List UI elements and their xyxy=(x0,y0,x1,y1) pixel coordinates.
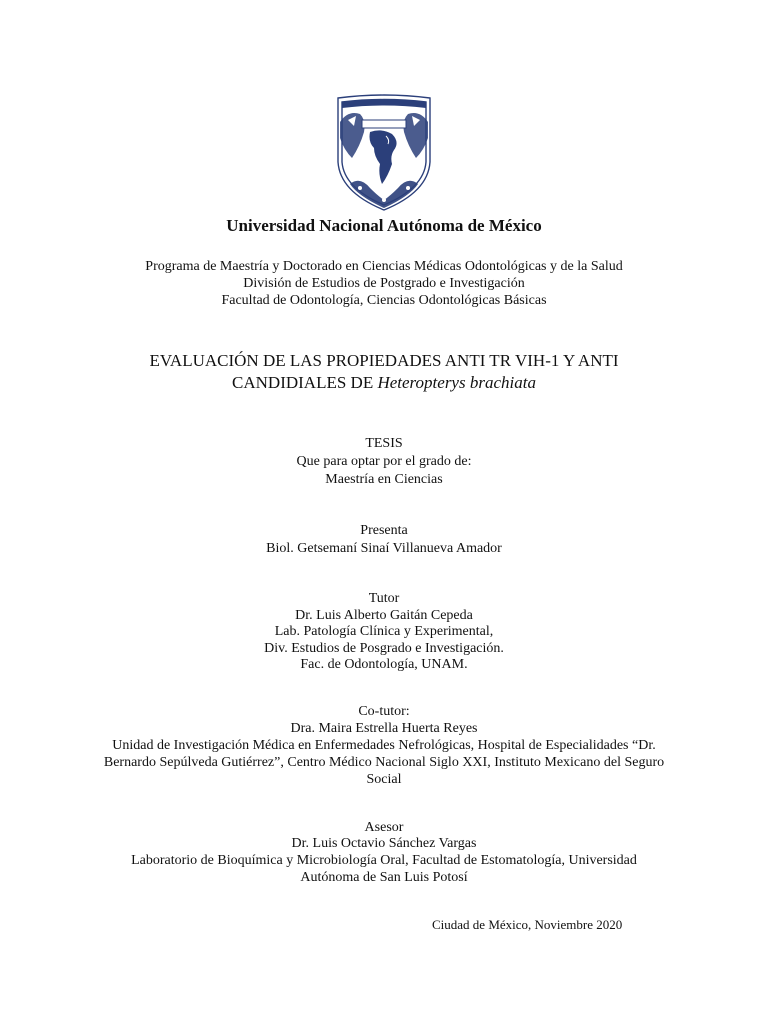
advisor-line-3: Autónoma de San Luis Potosí xyxy=(300,870,468,885)
tutor-line-2: Lab. Patología Clínica y Experimental, xyxy=(274,624,494,639)
tutor-line-4: Fac. de Odontología, UNAM. xyxy=(300,657,468,672)
thesis-title-line-1: EVALUACIÓN DE LAS PROPIEDADES ANTI TR VIH-1 Y ANTI xyxy=(149,351,619,370)
tutor-name: Dr. Luis Alberto Gaitán Cepeda xyxy=(295,608,473,623)
advisor-label: Asesor xyxy=(364,820,404,835)
program-line-2: División de Estudios de Postgrado e Investigación xyxy=(243,276,525,291)
program-line-3: Facultad de Odontología, Ciencias Odontológicas Básicas xyxy=(221,293,547,308)
cotutor-line-3: Bernardo Sepúlveda Gutiérrez”, Centro Médico Nacional Siglo XXI, Instituto Mexicano del Seguro xyxy=(103,755,665,770)
cotutor-name: Dra. Maira Estrella Huerta Reyes xyxy=(290,721,478,736)
cotutor-label: Co-tutor: xyxy=(358,704,410,719)
degree-line-2: Que para optar por el grado de: xyxy=(296,454,472,469)
presenter-name: Biol. Getsemaní Sinaí Villanueva Amador xyxy=(266,541,502,556)
place-date: Ciudad de México, Noviembre 2020 xyxy=(432,917,623,932)
species-name: Heteropterys brachiata xyxy=(377,373,536,392)
degree-label: TESIS xyxy=(365,436,403,451)
advisor-name: Dr. Luis Octavio Sánchez Vargas xyxy=(291,836,477,851)
university-name: Universidad Nacional Autónoma de México xyxy=(226,216,542,235)
tutor-line-3: Div. Estudios de Posgrado e Investigación. xyxy=(264,641,504,656)
thesis-title-line-2 xyxy=(0,373,768,393)
thesis-title-prefix: CANDIDIALES DE xyxy=(232,373,378,392)
presenter-label: Presenta xyxy=(360,523,408,538)
cotutor-line-4: Social xyxy=(366,772,402,787)
cotutor-line-2: Unidad de Investigación Médica en Enfermedades Nefrológicas, Hospital de Especialidades “Dr. xyxy=(112,738,656,753)
tutor-label: Tutor xyxy=(368,591,400,606)
unam-shield-graphic xyxy=(330,92,438,216)
advisor-line-2: Laboratorio de Bioquímica y Microbiología Oral, Facultad de Estomatología, Universidad xyxy=(131,853,637,868)
degree-line-3: Maestría en Ciencias xyxy=(325,472,443,487)
unam-shield-logo xyxy=(330,92,438,216)
program-line-1: Programa de Maestría y Doctorado en Ciencias Médicas Odontológicas y de la Salud xyxy=(145,259,623,274)
